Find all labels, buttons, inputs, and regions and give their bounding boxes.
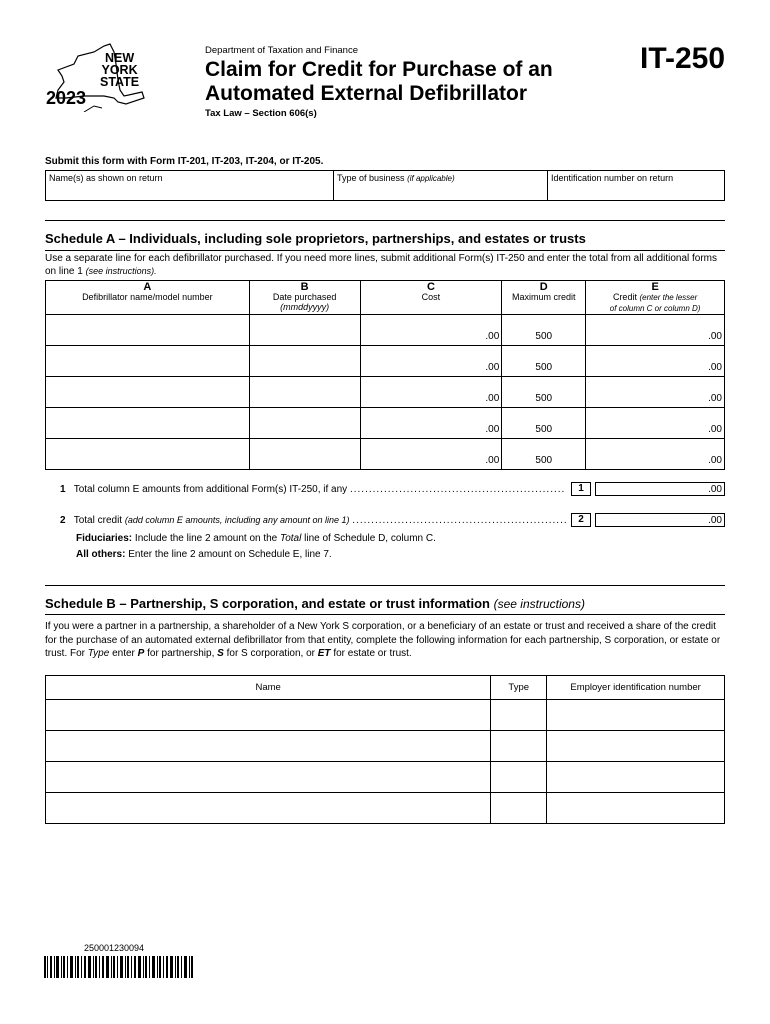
defibrillator-name-input[interactable] xyxy=(46,346,250,377)
table-header-row xyxy=(46,281,725,315)
line-2-text: 2 Total credit (add column E amounts, including any amount on line 1) ......................................................... xyxy=(60,515,568,526)
tax-law-reference: Tax Law – Section 606(s) xyxy=(205,108,317,119)
ein-input[interactable] xyxy=(547,700,725,731)
date-purchased-input[interactable] xyxy=(249,439,360,470)
ein-input[interactable] xyxy=(547,762,725,793)
column-d-header: D Maximum credit xyxy=(502,281,586,315)
date-purchased-input[interactable] xyxy=(249,315,360,346)
submit-instruction: Submit this form with Form IT-201, IT-203, IT-204, or IT-205. xyxy=(45,156,324,167)
defibrillator-name-input[interactable] xyxy=(46,315,250,346)
table-row xyxy=(46,346,725,377)
schedule-b-description: If you were a partner in a partnership, a shareholder of a New York S corporation, or a beneficiary of an estate or trust and received a share of the credit for the purchase of an automated external defibrillator from that entity, complete the following information for each partnership, S corporation, or estate or trust. For Type enter P for partnership, S for S corporation, or ET for estate or trust. xyxy=(45,621,721,659)
defibrillator-name-input[interactable] xyxy=(46,439,250,470)
name-field[interactable] xyxy=(46,171,334,200)
max-credit-value: 500 xyxy=(502,408,586,439)
ein-input[interactable] xyxy=(547,793,725,824)
defibrillator-name-input[interactable] xyxy=(46,377,250,408)
form-number: IT-250 xyxy=(640,42,726,75)
form-title: Claim for Credit for Purchase of an Automated External Defibrillator xyxy=(205,58,553,105)
schedule-a-description: Use a separate line for each defibrillator purchased. If you need more lines, submit additional Form(s) IT-250 and enter the total from all additional forms on line 1 (see instructions). xyxy=(45,253,718,277)
column-a-header: A Defibrillator name/model number xyxy=(46,281,250,315)
table-row xyxy=(46,439,725,470)
identification-box xyxy=(45,170,725,201)
schedule-b-title: Schedule B – Partnership, S corporation, and estate or trust information (see instructions) xyxy=(45,596,585,611)
identification-number-field[interactable] xyxy=(548,171,726,200)
line-1-text: 1 Total column E amounts from additional Form(s) IT-250, if any ......................................................... xyxy=(60,484,566,495)
entity-name-input[interactable] xyxy=(46,793,491,824)
business-type-field[interactable] xyxy=(334,171,548,200)
credit-input[interactable]: .00 xyxy=(586,346,725,377)
credit-input[interactable]: .00 xyxy=(586,377,725,408)
business-type-note: (if applicable) xyxy=(407,174,455,183)
logo-text: NEW YORK STATE xyxy=(100,51,140,89)
table-header-row xyxy=(46,676,725,700)
date-purchased-input[interactable] xyxy=(249,346,360,377)
column-b-header: B Date purchased (mmddyyyy) xyxy=(249,281,360,315)
date-purchased-input[interactable] xyxy=(249,408,360,439)
name-column-header: Name xyxy=(46,676,491,700)
entity-name-input[interactable] xyxy=(46,731,491,762)
cost-input[interactable]: .00 xyxy=(360,439,502,470)
max-credit-value: 500 xyxy=(502,439,586,470)
defibrillator-name-input[interactable] xyxy=(46,408,250,439)
table-row xyxy=(46,377,725,408)
cost-input[interactable]: .00 xyxy=(360,408,502,439)
ein-column-header: Employer identification number xyxy=(547,676,725,700)
schedule-a-table xyxy=(45,280,725,470)
line-2-box-number: 2 xyxy=(571,513,591,527)
cost-input[interactable]: .00 xyxy=(360,346,502,377)
table-row xyxy=(46,762,725,793)
schedule-b-table xyxy=(45,675,725,824)
cost-input[interactable]: .00 xyxy=(360,377,502,408)
schedule-a-title: Schedule A – Individuals, including sole proprietors, partnerships, and estates or trusts xyxy=(45,231,586,246)
identification-number-label: Identification number on return xyxy=(551,173,674,183)
max-credit-value: 500 xyxy=(502,346,586,377)
divider xyxy=(45,614,725,615)
barcode-number: 250001230094 xyxy=(84,943,145,953)
business-type-label: Type of business xyxy=(337,173,405,183)
entity-type-input[interactable] xyxy=(491,762,547,793)
table-row xyxy=(46,793,725,824)
divider xyxy=(45,585,725,586)
line-2-amount-input[interactable]: .00 xyxy=(595,513,725,527)
others-instruction: All others: Enter the line 2 amount on Schedule E, line 7. xyxy=(76,549,332,560)
entity-type-input[interactable] xyxy=(491,793,547,824)
ein-input[interactable] xyxy=(547,731,725,762)
entity-name-input[interactable] xyxy=(46,700,491,731)
department-name: Department of Taxation and Finance xyxy=(205,45,358,56)
line-1-box-number: 1 xyxy=(571,482,591,496)
table-row xyxy=(46,408,725,439)
column-c-header: C Cost xyxy=(360,281,502,315)
tax-year: 2023 xyxy=(46,88,87,108)
credit-input[interactable]: .00 xyxy=(586,408,725,439)
name-label: Name(s) as shown on return xyxy=(49,173,163,183)
divider xyxy=(45,250,725,251)
table-row xyxy=(46,315,725,346)
divider xyxy=(45,220,725,221)
credit-input[interactable]: .00 xyxy=(586,439,725,470)
date-purchased-input[interactable] xyxy=(249,377,360,408)
type-column-header: Type xyxy=(491,676,547,700)
entity-name-input[interactable] xyxy=(46,762,491,793)
barcode xyxy=(44,956,194,978)
table-row xyxy=(46,731,725,762)
entity-type-input[interactable] xyxy=(491,731,547,762)
credit-input[interactable]: .00 xyxy=(586,315,725,346)
column-e-header: E Credit (enter the lesser of column C or column D) xyxy=(586,281,725,315)
entity-type-input[interactable] xyxy=(491,700,547,731)
line-1-amount-input[interactable]: .00 xyxy=(595,482,725,496)
max-credit-value: 500 xyxy=(502,315,586,346)
fiduciaries-instruction: Fiduciaries: Include the line 2 amount on the Total line of Schedule D, column C. xyxy=(76,533,436,544)
cost-input[interactable]: .00 xyxy=(360,315,502,346)
max-credit-value: 500 xyxy=(502,377,586,408)
table-row xyxy=(46,700,725,731)
